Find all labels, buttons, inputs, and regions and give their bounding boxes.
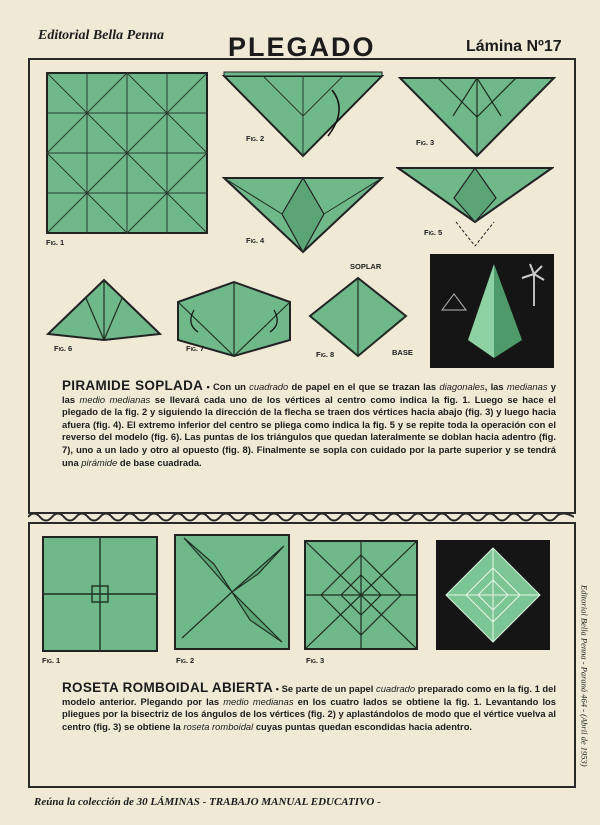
para1-part-d: y las xyxy=(62,381,556,405)
rosette-description xyxy=(62,682,556,733)
term-pyramid: pirámide xyxy=(81,456,118,468)
term-square-2: cuadrado xyxy=(376,683,416,694)
rosette-illustration xyxy=(436,540,550,650)
rope-divider xyxy=(28,510,574,524)
fig1-label: Fig. 1 xyxy=(46,238,65,247)
para1-part-c: , las xyxy=(484,381,507,392)
term-half-medians: medio medianas xyxy=(79,393,151,405)
rosette-fig3 xyxy=(304,540,418,650)
fig7-label: Fig. 7 xyxy=(186,344,205,353)
fig3-label: Fig. 3 xyxy=(416,138,435,147)
fig1-square-creases xyxy=(46,72,208,234)
para1-part-a: • Con un xyxy=(203,381,250,392)
pyramid-illustration xyxy=(430,254,554,368)
rosette-fig1 xyxy=(42,536,158,652)
pyramid-heading: PIRAMIDE SOPLADA xyxy=(62,378,204,393)
fig6-label: Fig. 6 xyxy=(54,344,73,353)
para1-part-e: se llevará cada uno de los vértices al centro como indica la fig. 1. Luego se hace el plegado de la fig. 2 y siguiendo la dirección de la flecha se traen dos vértices hacia abajo (fig. 3) y luego hacia afuera (fig. 4). El extremo inferior del centro se pliega como indica la fig. 5 y se repite toda la operación con el reverso del modelo (fig. 6). Las puntas de los triángulos que quedan lateralmente se doblan hacia adentro (fig. 7), uno a un lado y otro al opuesto (fig. 8). Finalmente se sopla con cuidado por la parte superior y se tendrá una xyxy=(62,393,557,468)
term-diagonals: diagonales xyxy=(439,381,485,392)
fig6-shape xyxy=(46,278,162,342)
term-rosette: roseta romboidal xyxy=(183,720,254,732)
pyramid-description xyxy=(62,380,556,469)
para1-part-f: de base cuadrada. xyxy=(117,456,202,468)
page-title: PLEGADO xyxy=(228,32,376,62)
fig4-label: Fig. 4 xyxy=(246,236,265,245)
para1-part-b: de papel en el que se trazan las xyxy=(288,381,440,392)
term-medians: medianas xyxy=(506,381,548,392)
publisher-side-note: Editorial Bella Penna - Paraná 464 - (Abril de 1953) xyxy=(580,585,590,767)
term-half-medians-2: medio medianas xyxy=(223,695,294,707)
fig2-label: Fig. 2 xyxy=(246,134,265,143)
blow-label: SOPLAR xyxy=(350,262,382,271)
rosette-fig2-label: Fig. 2 xyxy=(176,656,195,665)
para2-part-a: • Se parte de un papel xyxy=(273,683,377,694)
plate-number: Lámina Nº17 xyxy=(466,38,562,55)
para2-part-c: en los cuatro lados se obtiene la fig. 1. Levantando los pliegues por la bisectriz de los ángulos de los vértices (fig. 2) y aplastándolos de modo que el vértice vuelva al centro (fig. 3) se obtiene la xyxy=(62,695,556,732)
para2-part-b: preparado como en la fig. 1 del modelo anterior. Plegando por las xyxy=(62,683,556,707)
fig5-label: Fig. 5 xyxy=(424,228,443,237)
fig8-label: Fig. 8 xyxy=(316,350,335,359)
brand-logo: Editorial Bella Penna xyxy=(38,28,165,43)
rosette-fig1-label: Fig. 1 xyxy=(42,656,61,665)
fig5-shape xyxy=(396,164,554,248)
rosette-heading: ROSETA ROMBOIDAL ABIERTA xyxy=(62,680,274,695)
para2-part-d: cuyas puntas quedan escondidas hacia adentro. xyxy=(253,720,473,732)
term-square: cuadrado xyxy=(249,381,289,392)
fig2-triangle xyxy=(222,70,384,158)
rosette-fig3-label: Fig. 3 xyxy=(306,656,325,665)
footer-collection-note: Reúna la colección de 30 LÁMINAS - TRABAJO MANUAL EDUCATIVO - xyxy=(34,796,381,808)
rosette-fig2 xyxy=(174,534,290,650)
base-label: BASE xyxy=(392,348,413,357)
